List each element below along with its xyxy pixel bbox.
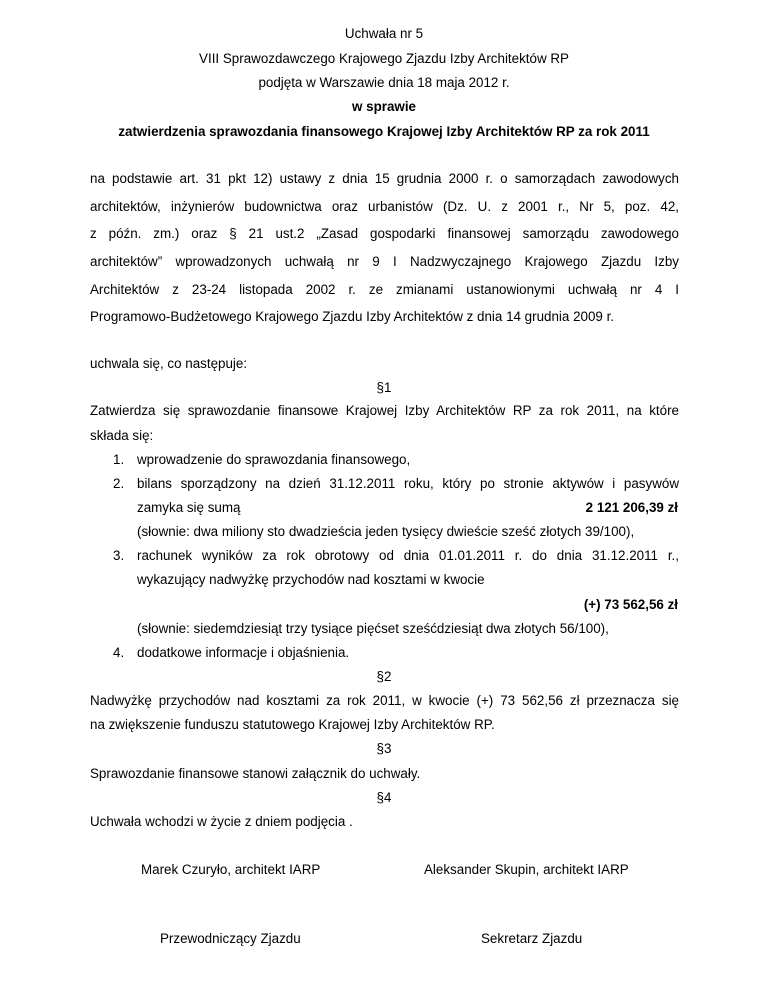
resolves-text: uchwala się, co następuje:: [90, 356, 248, 371]
amount-in-words: (słownie: siedemdziesiąt trzy tysiące pięćset sześćdziesiąt dwa złotych 56/100),: [137, 621, 609, 636]
resolution-number: Uchwała nr 5: [344, 26, 424, 41]
list-item-number: 1.: [113, 452, 125, 467]
secretary-name: Aleksander Skupin, architekt IARP: [424, 862, 629, 877]
surplus-amount: (+) 73 562,56 zł: [583, 597, 678, 612]
list-item: bilans sporządzony na dzień 31.12.2011 roku, który po stronie aktywów i pasywów: [137, 476, 679, 491]
list-item: dodatkowe informacje i objaśnienia.: [137, 645, 350, 660]
basis-line: z późn. zm.) oraz § 21 ust.2 „Zasad gospodarki finansowej samorządu zawodowego: [90, 226, 679, 241]
list-item: wprowadzenie do sprawozdania finansowego,: [137, 452, 411, 467]
list-item-number: 4.: [113, 645, 125, 660]
resolution-subject: zatwierdzenia sprawozdania finansowego Krajowej Izby Architektów RP za rok 2011: [118, 124, 650, 139]
section-1-intro: składa się:: [90, 428, 154, 443]
section-3-heading: §3: [376, 741, 392, 756]
balance-total-amount: 2 121 206,39 zł: [585, 500, 678, 515]
amount-in-words: (słownie: dwa miliony sto dwadzieścia jeden tysięcy dwieście sześć złotych 39/100),: [137, 524, 635, 539]
basis-line: Programowo-Budżetowego Krajowego Zjazdu Izby Architektów z dnia 14 grudnia 2009 r.: [90, 309, 615, 324]
chairman-name: Marek Czuryło, architekt IARP: [141, 862, 321, 877]
list-item-number: 2.: [113, 476, 125, 491]
basis-line: na podstawie art. 31 pkt 12) ustawy z dnia 15 grudnia 2000 r. o samorządach zawodowych: [90, 171, 679, 186]
section-4-heading: §4: [376, 790, 392, 805]
list-item-continuation: zamyka się sumą: [137, 500, 241, 515]
section-2-text: na zwiększenie funduszu statutowego Krajowej Izby Architektów RP.: [90, 717, 495, 732]
basis-line: architektów” wprowadzonych uchwałą nr 9 I Nadzwyczajnego Krajowego Zjazdu Izby: [90, 254, 679, 269]
congress-name: VIII Sprawozdawczego Krajowego Zjazdu Izby Architektów RP: [199, 51, 569, 66]
basis-line: Architektów z 23-24 listopada 2002 r. ze zmianami ustanowionymi uchwałą nr 4 I: [90, 282, 679, 297]
secretary-role: Sekretarz Zjazdu: [481, 931, 583, 946]
in-regard-of: w sprawie: [351, 99, 416, 114]
section-4-text: Uchwała wchodzi w życie z dniem podjęcia .: [90, 814, 353, 829]
list-item: rachunek wyników za rok obrotowy od dnia 01.01.2011 r. do dnia 31.12.2011 r.,: [137, 548, 679, 563]
list-item-number: 3.: [113, 548, 125, 563]
chairman-role: Przewodniczący Zjazdu: [160, 931, 301, 946]
adoption-date: podjęta w Warszawie dnia 18 maja 2012 r.: [258, 75, 510, 90]
basis-line: architektów, inżynierów budownictwa oraz urbanistów (Dz. U. z 2001 r., Nr 5, poz. 42,: [90, 199, 679, 214]
section-2-text: Nadwyżkę przychodów nad kosztami za rok 2011, w kwocie (+) 73 562,56 zł przeznacza się: [90, 693, 679, 708]
section-3-text: Sprawozdanie finansowe stanowi załącznik do uchwały.: [90, 766, 421, 781]
list-item-continuation: wykazujący nadwyżkę przychodów nad kosztami w kwocie: [137, 572, 485, 587]
section-2-heading: §2: [376, 669, 392, 684]
section-1-intro: Zatwierdza się sprawozdanie finansowe Krajowej Izby Architektów RP za rok 2011, na które: [90, 403, 679, 418]
section-1-heading: §1: [376, 380, 392, 395]
